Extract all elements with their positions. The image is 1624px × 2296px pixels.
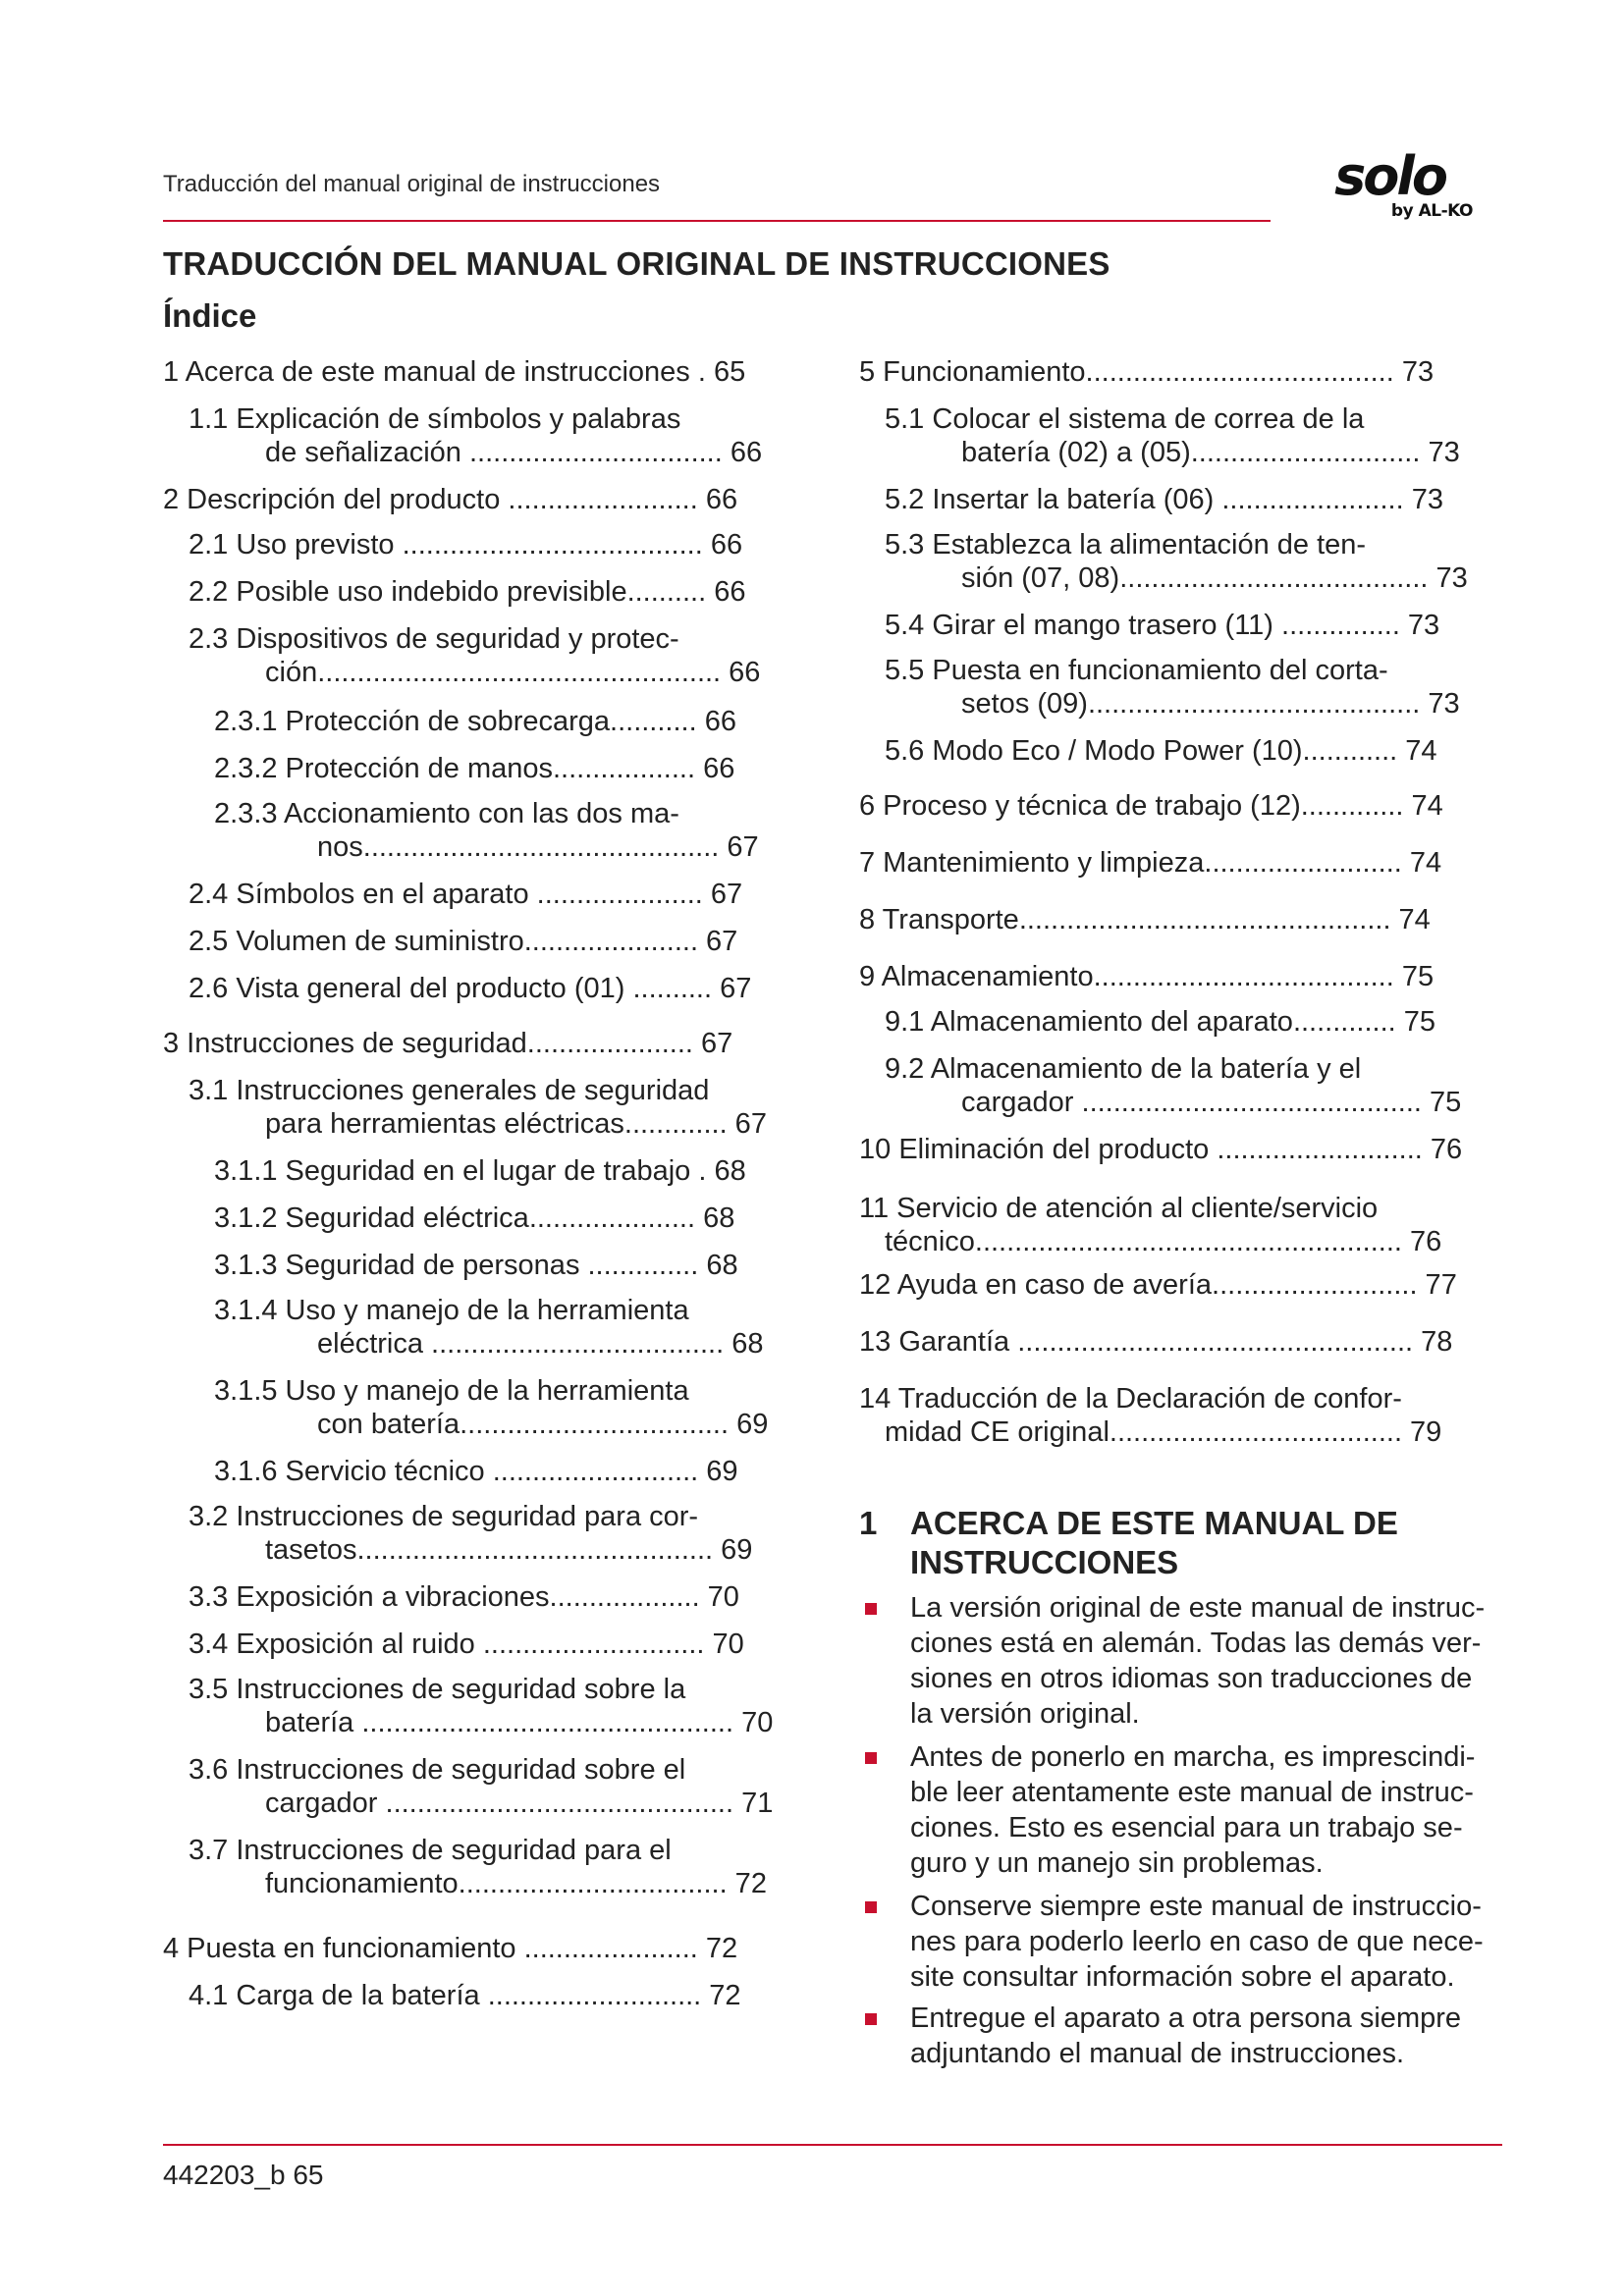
toc-entry	[189, 1753, 773, 1820]
bullet-line: la versión original.	[910, 1698, 1140, 1730]
bullet-line: Antes de ponerlo en marcha, es imprescindi-	[910, 1741, 1476, 1773]
logo-wordmark: solo	[1334, 145, 1445, 207]
page-footer: 442203_b 65	[163, 2160, 324, 2190]
toc-entry	[885, 528, 1468, 595]
toc-entry	[214, 1201, 734, 1235]
bullet-line: site consultar información sobre el aparato.	[910, 1961, 1455, 1993]
toc-entry-text: 8 Transporte............................................... 74	[859, 904, 1431, 935]
toc-entry-continuation: sión (07, 08)....................................... 73	[961, 562, 1468, 594]
toc-entry-continuation: batería (02) a (05)............................. 73	[961, 437, 1460, 468]
toc-entry	[859, 1268, 1457, 1302]
toc-entry-text: 3.2 Instrucciones de seguridad para cor-	[189, 1501, 699, 1532]
toc-entry	[859, 355, 1434, 389]
toc-entry	[859, 960, 1434, 993]
toc-entry	[859, 789, 1443, 823]
toc-entry	[214, 797, 759, 864]
toc-entry	[189, 878, 742, 911]
toc-entry-continuation: eléctrica ..................................... 68	[317, 1328, 764, 1360]
toc-entry	[859, 1325, 1452, 1359]
toc-entry-text: 3.1.1 Seguridad en el lugar de trabajo . 68	[214, 1155, 746, 1187]
index-heading: Índice	[163, 297, 257, 334]
toc-entry-text: 3.7 Instrucciones de seguridad para el	[189, 1835, 672, 1866]
toc-entry-text: 3.1.3 Seguridad de personas .............. 68	[214, 1250, 738, 1281]
bullet-line: La versión original de este manual de instruc-	[910, 1592, 1486, 1624]
bullet-text	[910, 1889, 1484, 1995]
section-heading-line2: INSTRUCCIONES	[910, 1544, 1179, 1580]
toc-entry-text: 10 Eliminación del producto .......................... 76	[859, 1134, 1463, 1165]
toc-entry	[885, 734, 1437, 768]
toc-entry	[189, 528, 742, 561]
toc-entry	[189, 1500, 752, 1567]
toc-entry	[189, 1673, 773, 1739]
toc-entry-continuation: setos (09).......................................... 73	[961, 688, 1460, 720]
toc-entry	[189, 1074, 767, 1141]
toc-entry-text: 13 Garantía .................................................. 78	[859, 1326, 1453, 1358]
toc-entry-text: 2.2 Posible uso indebido previsible.......... 66	[189, 576, 746, 608]
toc-entry-text: 5.3 Establezca la alimentación de ten-	[885, 529, 1367, 561]
bullet-line: ciones. Esto es esencial para un trabajo se-	[910, 1812, 1463, 1843]
toc-entry	[163, 1932, 737, 1965]
toc-entry-text: 2.3.1 Protección de sobrecarga........... 66	[214, 706, 736, 737]
bullet-line: adjuntando el manual de instrucciones.	[910, 2038, 1404, 2069]
header-rule	[163, 220, 1271, 222]
toc-entry-text: 14 Traducción de la Declaración de confor-	[859, 1383, 1402, 1415]
toc-entry-text: 3.4 Exposición al ruido ............................ 70	[189, 1629, 744, 1660]
toc-entry-text: 2.5 Volumen de suministro...................... 67	[189, 926, 738, 957]
toc-entry	[885, 483, 1443, 516]
bullet-line: Conserve siempre este manual de instruccio-	[910, 1891, 1482, 1922]
toc-entry-continuation: ción................................................... 66	[265, 657, 761, 688]
toc-entry-text: 3.1.2 Seguridad eléctrica..................... 68	[214, 1202, 735, 1234]
toc-entry-continuation: cargador ........................................... 75	[961, 1087, 1462, 1118]
toc-entry	[189, 1834, 767, 1900]
toc-entry-text: 3.3 Exposición a vibraciones................... 70	[189, 1581, 739, 1613]
toc-entry-text: 3 Instrucciones de seguridad..................... 67	[163, 1028, 733, 1059]
toc-entry	[189, 575, 745, 609]
toc-entry	[885, 654, 1460, 721]
toc-entry	[859, 1382, 1441, 1449]
toc-entry	[189, 972, 751, 1005]
toc-entry	[189, 402, 762, 469]
toc-entry	[885, 1052, 1461, 1119]
toc-entry	[214, 1249, 738, 1282]
section-heading	[859, 1504, 1398, 1582]
toc-entry	[885, 1005, 1435, 1039]
toc-entry-text: 1.1 Explicación de símbolos y palabras	[189, 403, 681, 435]
toc-entry-text: 2.3.2 Protección de manos.................. 66	[214, 753, 735, 784]
toc-entry-text: 2.3 Dispositivos de seguridad y protec-	[189, 623, 679, 655]
toc-entry-continuation: para herramientas eléctricas............. 67	[265, 1108, 767, 1140]
bullet-square-icon	[865, 2013, 877, 2025]
toc-entry-text: 9.2 Almacenamiento de la batería y el	[885, 1053, 1362, 1085]
toc-entry-text: 5.6 Modo Eco / Modo Power (10)............ 74	[885, 735, 1437, 767]
bullet-line: ble leer atentamente este manual de instruc-	[910, 1777, 1474, 1808]
toc-entry-text: 3.5 Instrucciones de seguridad sobre la	[189, 1674, 686, 1705]
toc-entry-text: 3.1.5 Uso y manejo de la herramienta	[214, 1375, 689, 1407]
toc-entry-continuation: funcionamiento.................................. 72	[265, 1868, 767, 1899]
toc-entry	[214, 1154, 746, 1188]
toc-entry	[189, 925, 737, 958]
toc-entry-text: 2.1 Uso previsto ...................................... 66	[189, 529, 743, 561]
toc-entry-continuation: nos............................................. 67	[317, 831, 759, 863]
toc-entry-text: 3.6 Instrucciones de seguridad sobre el	[189, 1754, 686, 1786]
toc-entry-text: 5.2 Insertar la batería (06) ....................... 73	[885, 484, 1443, 515]
toc-entry-text: 4 Puesta en funcionamiento ...................... 72	[163, 1933, 738, 1964]
toc-entry	[214, 1294, 763, 1361]
toc-entry-text: 7 Mantenimiento y limpieza......................... 74	[859, 847, 1442, 879]
toc-entry	[163, 1027, 732, 1060]
toc-entry-continuation: tasetos............................................. 69	[265, 1534, 753, 1566]
toc-entry	[859, 903, 1431, 936]
bullet-square-icon	[865, 1752, 877, 1764]
toc-entry	[859, 1133, 1462, 1166]
toc-entry	[859, 1192, 1441, 1258]
toc-entry-text: 3.1 Instrucciones generales de seguridad	[189, 1075, 710, 1106]
toc-entry-text: 2.3.3 Accionamiento con las dos ma-	[214, 798, 679, 829]
section-heading-line1: ACERCA DE ESTE MANUAL DE	[910, 1505, 1398, 1541]
document-title: TRADUCCIÓN DEL MANUAL ORIGINAL DE INSTRUCCIONES	[163, 245, 1110, 282]
toc-entry-text: 2 Descripción del producto ........................ 66	[163, 484, 738, 515]
toc-entry	[189, 1628, 744, 1661]
toc-entry	[163, 355, 745, 389]
toc-entry	[189, 1979, 741, 2012]
footer-rule	[163, 2144, 1502, 2146]
toc-entry-text: 9 Almacenamiento...................................... 75	[859, 961, 1435, 992]
toc-entry-continuation: con batería.................................. 69	[317, 1409, 769, 1440]
toc-entry	[189, 1580, 739, 1614]
toc-entry-text: 9.1 Almacenamiento del aparato............. 75	[885, 1006, 1435, 1038]
toc-entry-text: 12 Ayuda en caso de avería.......................... 77	[859, 1269, 1457, 1301]
toc-entry-text: 1 Acerca de este manual de instrucciones . 65	[163, 356, 746, 388]
toc-entry	[214, 1374, 768, 1441]
toc-entry-text: 5.5 Puesta en funcionamiento del corta-	[885, 655, 1388, 686]
solo-by-alko-logo	[1316, 147, 1473, 226]
bullet-square-icon	[865, 1603, 877, 1615]
toc-entry-text: 2.6 Vista general del producto (01) .......... 67	[189, 973, 752, 1004]
toc-entry-text: 4.1 Carga de la batería ........................... 72	[189, 1980, 741, 2011]
bullet-square-icon	[865, 1901, 877, 1913]
toc-entry	[885, 402, 1460, 469]
toc-entry	[885, 609, 1439, 642]
toc-entry-text: 3.1.6 Servicio técnico .......................... 69	[214, 1456, 738, 1487]
bullet-text	[910, 1590, 1485, 1732]
toc-entry-continuation: de señalización ................................ 66	[265, 437, 763, 468]
toc-entry-text: 5.4 Girar el mango trasero (11) ............... 73	[885, 610, 1440, 641]
toc-entry-continuation: midad CE original..................................... 79	[885, 1416, 1442, 1448]
toc-entry	[189, 622, 760, 689]
toc-entry-text: 6 Proceso y técnica de trabajo (12)............. 74	[859, 790, 1443, 822]
toc-entry-continuation: técnico...................................................... 76	[885, 1226, 1442, 1257]
running-header: Traducción del manual original de instrucciones	[163, 171, 661, 197]
toc-entry-continuation: cargador ............................................ 71	[265, 1788, 774, 1819]
toc-entry-text: 11 Servicio de atención al cliente/servicio	[859, 1193, 1379, 1224]
bullet-line: nes para poderlo leerlo en caso de que nece-	[910, 1926, 1484, 1957]
bullet-text	[910, 1739, 1475, 1881]
toc-entry-text: 5 Funcionamiento....................................... 73	[859, 356, 1435, 388]
toc-entry-text: 2.4 Símbolos en el aparato ..................... 67	[189, 879, 743, 910]
bullet-line: siones en otros idiomas son traducciones de	[910, 1663, 1473, 1694]
section-number: 1	[859, 1505, 878, 1541]
toc-entry	[214, 1455, 738, 1488]
bullet-line: Entregue el aparato a otra persona siempre	[910, 2002, 1462, 2034]
logo-subtext: by AL-KO	[1390, 201, 1473, 221]
toc-entry-text: 5.1 Colocar el sistema de correa de la	[885, 403, 1365, 435]
bullet-line: guro y un manejo sin problemas.	[910, 1847, 1324, 1879]
toc-entry	[214, 705, 736, 738]
bullet-line: ciones está en alemán. Todas las demás ver-	[910, 1628, 1482, 1659]
toc-entry-continuation: batería ............................................... 70	[265, 1707, 774, 1738]
bullet-text	[910, 2001, 1461, 2071]
toc-entry	[859, 846, 1441, 880]
toc-entry	[214, 752, 734, 785]
toc-entry-text: 3.1.4 Uso y manejo de la herramienta	[214, 1295, 689, 1326]
toc-entry	[163, 483, 737, 516]
